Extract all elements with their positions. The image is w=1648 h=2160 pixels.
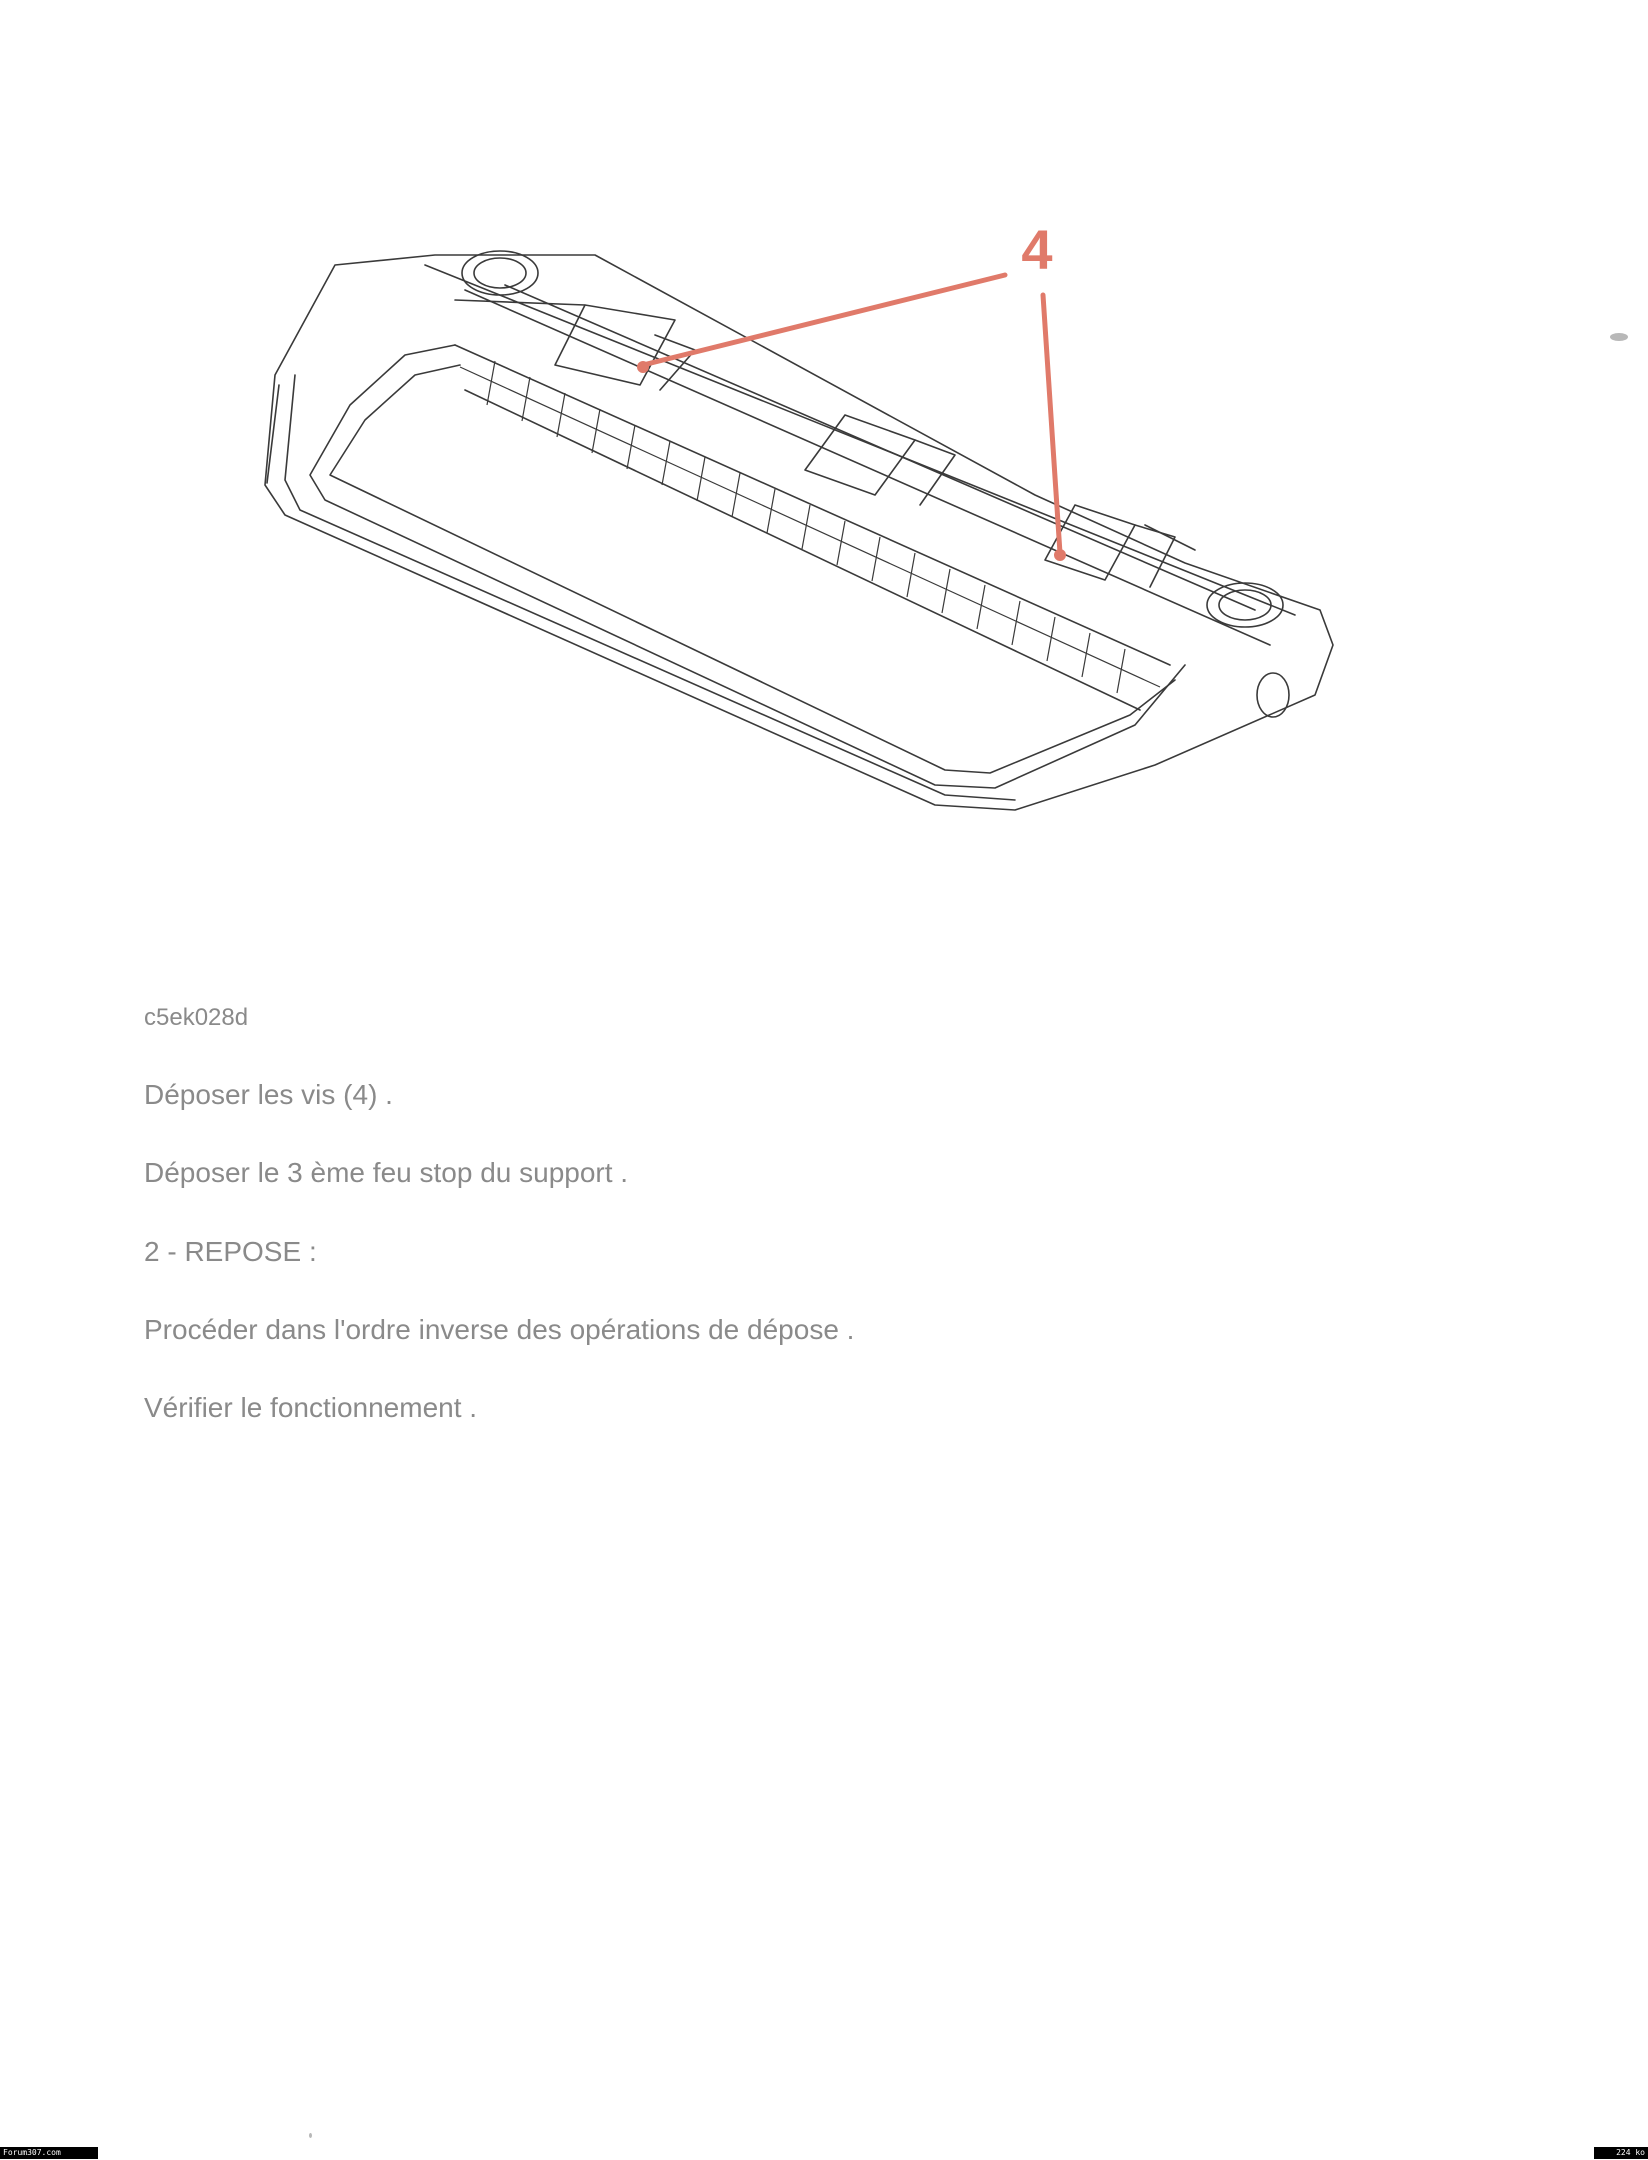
screw-marker-left bbox=[637, 361, 649, 373]
housing-outline bbox=[265, 255, 1333, 810]
section-heading-repose: 2 - REPOSE : bbox=[144, 1236, 317, 1267]
callout-label: 4 bbox=[1021, 225, 1053, 281]
step-verify: Vérifier le fonctionnement . bbox=[144, 1392, 478, 1423]
step-remove-brake-light: Déposer le 3 ème feu stop du support . bbox=[144, 1157, 629, 1188]
step-reverse-order: Procéder dans l'ordre inverse des opérations de dépose . bbox=[144, 1314, 855, 1345]
footer-source: Forum307.com bbox=[0, 2147, 98, 2159]
screw-marker-right bbox=[1054, 549, 1066, 561]
scan-speck bbox=[1610, 333, 1628, 341]
figure-reference: c5ek028d bbox=[144, 1004, 249, 1031]
scan-speck bbox=[309, 2133, 312, 2138]
footer-filesize: 224 ko bbox=[1594, 2147, 1648, 2159]
callout-line-left bbox=[643, 275, 1005, 365]
step-remove-screws: Déposer les vis (4) . bbox=[144, 1079, 393, 1110]
third-brake-light-diagram bbox=[255, 225, 1365, 835]
